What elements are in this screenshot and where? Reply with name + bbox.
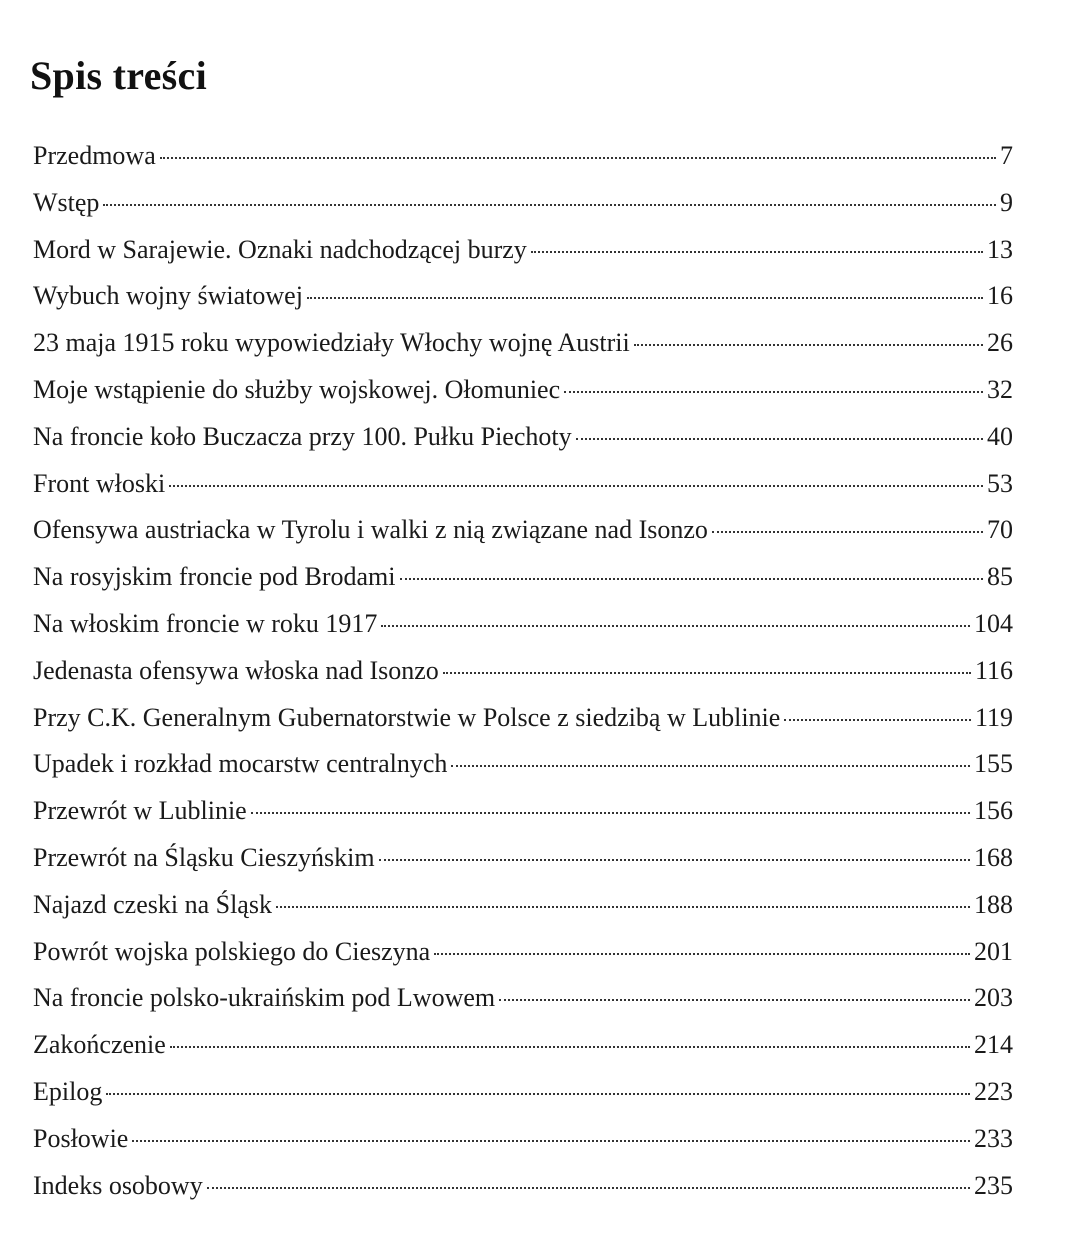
toc-entry: [33, 741, 1013, 788]
toc-entry-page-number: 155: [974, 749, 1013, 779]
table-of-contents: [33, 133, 1013, 1209]
toc-entry-title: Moje wstąpienie do służby wojskowej. Ołomuniec: [33, 374, 561, 404]
toc-entry-page-number: 116: [974, 655, 1013, 685]
toc-entry: [33, 835, 1013, 882]
toc-entry-title: Najazd czeski na Śląsk: [33, 889, 272, 919]
toc-entry: [33, 273, 1013, 320]
toc-entry-page-number: 233: [974, 1123, 1013, 1153]
toc-entry: [33, 601, 1013, 648]
toc-entry-page-number: 156: [974, 796, 1013, 826]
toc-entry-page-number: 32: [987, 374, 1013, 404]
toc-entry-title: Przewrót na Śląsku Cieszyńskim: [33, 842, 375, 872]
toc-entry-page-number: 85: [987, 562, 1013, 592]
toc-entry-title: Powrót wojska polskiego do Cieszyna: [33, 936, 431, 966]
toc-entry: [33, 1022, 1013, 1069]
toc-entry: [33, 320, 1013, 367]
dot-leader: [160, 157, 996, 159]
toc-entry: [33, 461, 1013, 508]
dot-leader: [106, 1093, 970, 1095]
toc-entry-title: Na froncie koło Buczacza przy 100. Pułku Piechoty: [33, 421, 572, 451]
toc-entry-page-number: 26: [987, 328, 1013, 358]
page-title: Spis treści: [30, 53, 208, 98]
toc-entry-page-number: 13: [987, 234, 1013, 264]
toc-entry-page-number: 235: [974, 1170, 1013, 1200]
toc-entry: [33, 648, 1013, 695]
dot-leader: [169, 485, 983, 487]
toc-entry-title: Indeks osobowy: [33, 1170, 203, 1200]
dot-leader: [451, 765, 970, 767]
dot-leader: [564, 391, 983, 393]
dot-leader: [251, 812, 970, 814]
toc-entry-page-number: 53: [987, 468, 1013, 498]
toc-entry: [33, 1163, 1013, 1210]
toc-entry-page-number: 9: [1000, 187, 1013, 217]
toc-entry-title: Przy C.K. Generalnym Gubernatorstwie w Polsce z siedzibą w Lublinie: [33, 702, 781, 732]
toc-entry: [33, 367, 1013, 414]
toc-entry: [33, 975, 1013, 1022]
toc-entry: [33, 507, 1013, 554]
dot-leader: [276, 906, 970, 908]
toc-entry: [33, 180, 1013, 227]
toc-entry: [33, 695, 1013, 742]
toc-entry-page-number: 214: [974, 1030, 1013, 1060]
toc-entry-page-number: 104: [974, 608, 1013, 638]
toc-entry-title: Na rosyjskim froncie pod Brodami: [33, 562, 396, 592]
toc-entry: [33, 554, 1013, 601]
toc-entry-page-number: 223: [974, 1076, 1013, 1106]
dot-leader: [170, 1046, 970, 1048]
toc-entry-title: Epilog: [33, 1076, 103, 1106]
toc-entry-page-number: 168: [974, 842, 1013, 872]
dot-leader: [634, 344, 983, 346]
toc-entry: [33, 227, 1013, 274]
dot-leader: [379, 859, 970, 861]
toc-entry-title: Upadek i rozkład mocarstw centralnych: [33, 749, 448, 779]
toc-entry: [33, 133, 1013, 180]
toc-entry: [33, 929, 1013, 976]
toc-entry: [33, 1116, 1013, 1163]
toc-entry-title: Jedenasta ofensywa włoska nad Isonzo: [33, 655, 439, 685]
toc-entry-page-number: 119: [974, 702, 1013, 732]
dot-leader: [531, 251, 983, 253]
toc-entry: [33, 1069, 1013, 1116]
dot-leader: [784, 719, 971, 721]
toc-entry-title: Ofensywa austriacka w Tyrolu i walki z nią związane nad Isonzo: [33, 515, 708, 545]
toc-entry-title: Zakończenie: [33, 1030, 166, 1060]
toc-entry-title: Przedmowa: [33, 141, 156, 170]
toc-entry-title: Przewrót w Lublinie: [33, 796, 247, 826]
dot-leader: [132, 1140, 970, 1142]
dot-leader: [499, 999, 970, 1001]
toc-entry-title: Wybuch wojny światowej: [33, 281, 303, 311]
toc-entry-page-number: 7: [1000, 141, 1013, 170]
dot-leader: [576, 438, 983, 440]
toc-entry-title: Posłowie: [33, 1123, 129, 1153]
dot-leader: [400, 578, 984, 580]
toc-entry-page-number: 40: [987, 421, 1013, 451]
toc-entry-title: Na froncie polsko-ukraińskim pod Lwowem: [33, 983, 496, 1013]
toc-entry: [33, 414, 1013, 461]
toc-entry-title: Wstęp: [33, 187, 100, 217]
toc-entry-title: 23 maja 1915 roku wypowiedziały Włochy wojnę Austrii: [33, 328, 630, 358]
toc-entry-title: Front włoski: [33, 468, 166, 498]
dot-leader: [207, 1187, 970, 1189]
toc-entry: [33, 882, 1013, 929]
toc-entry: [33, 788, 1013, 835]
toc-entry-title: Na włoskim froncie w roku 1917: [33, 608, 378, 638]
toc-entry-page-number: 203: [974, 983, 1013, 1013]
toc-entry-title: Mord w Sarajewie. Oznaki nadchodzącej burzy: [33, 234, 527, 264]
toc-entry-page-number: 188: [974, 889, 1013, 919]
dot-leader: [307, 297, 983, 299]
toc-entry-page-number: 201: [974, 936, 1013, 966]
dot-leader: [103, 204, 996, 206]
toc-entry-page-number: 70: [987, 515, 1013, 545]
toc-entry-page-number: 16: [987, 281, 1013, 311]
dot-leader: [434, 953, 970, 955]
dot-leader: [712, 531, 983, 533]
dot-leader: [381, 625, 970, 627]
dot-leader: [443, 672, 971, 674]
